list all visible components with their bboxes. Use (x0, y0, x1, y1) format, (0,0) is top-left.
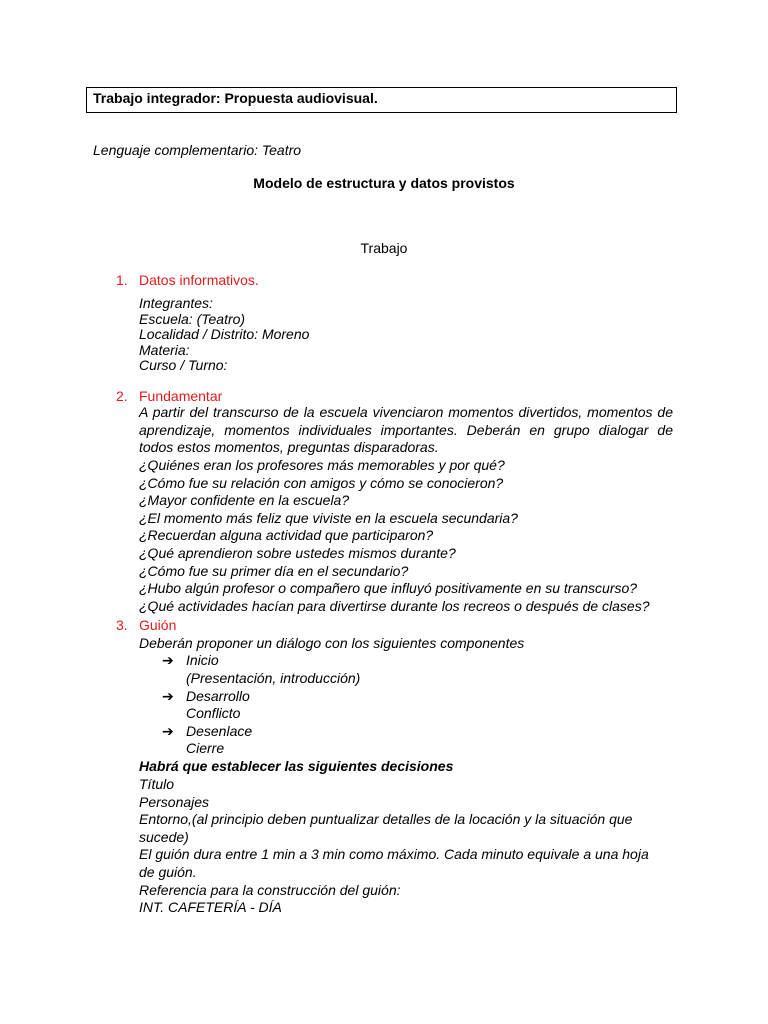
component-label: Desenlace (186, 723, 253, 739)
section-1-number: 1. (116, 272, 128, 288)
question: ¿Qué actividades hacían para divertirse durante los recreos o después de clases? (139, 597, 650, 614)
question: ¿Quiénes eran los profesores más memorables y por qué? (139, 457, 505, 473)
section-2-number: 2. (116, 388, 128, 404)
decision-line: Referencia para la construcción del guión: (139, 881, 401, 898)
arrow-icon: ➔ (162, 723, 174, 739)
question: ¿Cómo fue su relación con amigos y cómo se conocieron? (139, 474, 504, 491)
info-line: Localidad / Distrito: Moreno (139, 326, 310, 342)
section-1-title: Datos informativos. (139, 272, 259, 288)
question: ¿Mayor confidente en la escuela? (139, 492, 350, 509)
section-2-questions (139, 457, 650, 615)
section-3-title: Guión (139, 617, 177, 633)
arrow-icon: ➔ (162, 652, 174, 668)
trabajo-heading: Trabajo (360, 240, 408, 256)
arrow-icon: ➔ (162, 688, 174, 704)
decision-line: Título (139, 776, 175, 792)
question: ¿El momento más feliz que viviste en la escuela secundaria? (139, 509, 518, 526)
decision-line: Entorno,(al principio deben puntualizar detalles de la locación y la situación que (139, 811, 633, 828)
component-detail: Cierre (186, 740, 225, 756)
info-line: Escuela: (Teatro) (139, 310, 246, 327)
decisions-heading: Habrá que establecer las siguientes decisiones (139, 758, 454, 774)
decision-line: Personajes (139, 793, 210, 810)
component-label: Desarrollo (186, 688, 250, 704)
component-detail: Conflicto (186, 705, 241, 721)
decision-line: sucede) (139, 828, 189, 845)
component-label: Inicio (186, 652, 219, 668)
modelo-heading: Modelo de estructura y datos provistos (253, 175, 515, 191)
section-3-intro: Deberán proponer un diálogo con los siguientes componentes (139, 635, 525, 651)
info-line: Curso / Turno: (139, 357, 228, 373)
paragraph-line: todos estos momentos, preguntas disparadoras. (139, 439, 439, 456)
question: ¿Qué aprendieron sobre ustedes mismos durante? (139, 544, 456, 561)
section-2-title: Fundamentar (139, 388, 223, 404)
paragraph-line: aprendizaje, momentos individuales importantes. Deberán en grupo dialogar de (139, 421, 673, 438)
question: ¿Cómo fue su primer día en el secundario? (139, 562, 409, 579)
component-detail: (Presentación, introducción) (186, 670, 361, 686)
decisions-list (139, 776, 649, 917)
info-line: Materia: (139, 341, 190, 358)
section-1-lines (139, 296, 309, 374)
lenguaje-complementario: Lenguaje complementario: Teatro (93, 142, 302, 158)
question: ¿Hubo algún profesor o compañero que influyó positivamente en su transcurso? (139, 580, 638, 597)
question: ¿Recuerdan alguna actividad que participaron? (139, 527, 434, 544)
decision-line: de guión. (139, 863, 197, 880)
header-box (86, 87, 677, 113)
decision-line: El guión dura entre 1 min a 3 min como máximo. Cada minuto equivale a una hoja (139, 846, 649, 863)
section-3-number: 3. (116, 617, 128, 633)
header-title: Trabajo integrador: Propuesta audiovisual. (93, 90, 378, 106)
decision-line: INT. CAFETERÍA - DÍA (139, 899, 282, 916)
paragraph-line: A partir del transcurso de la escuela vivenciaron momentos divertidos, momentos de (139, 404, 673, 420)
section-2-paragraph (139, 404, 673, 457)
info-line: Integrantes: (139, 295, 213, 311)
